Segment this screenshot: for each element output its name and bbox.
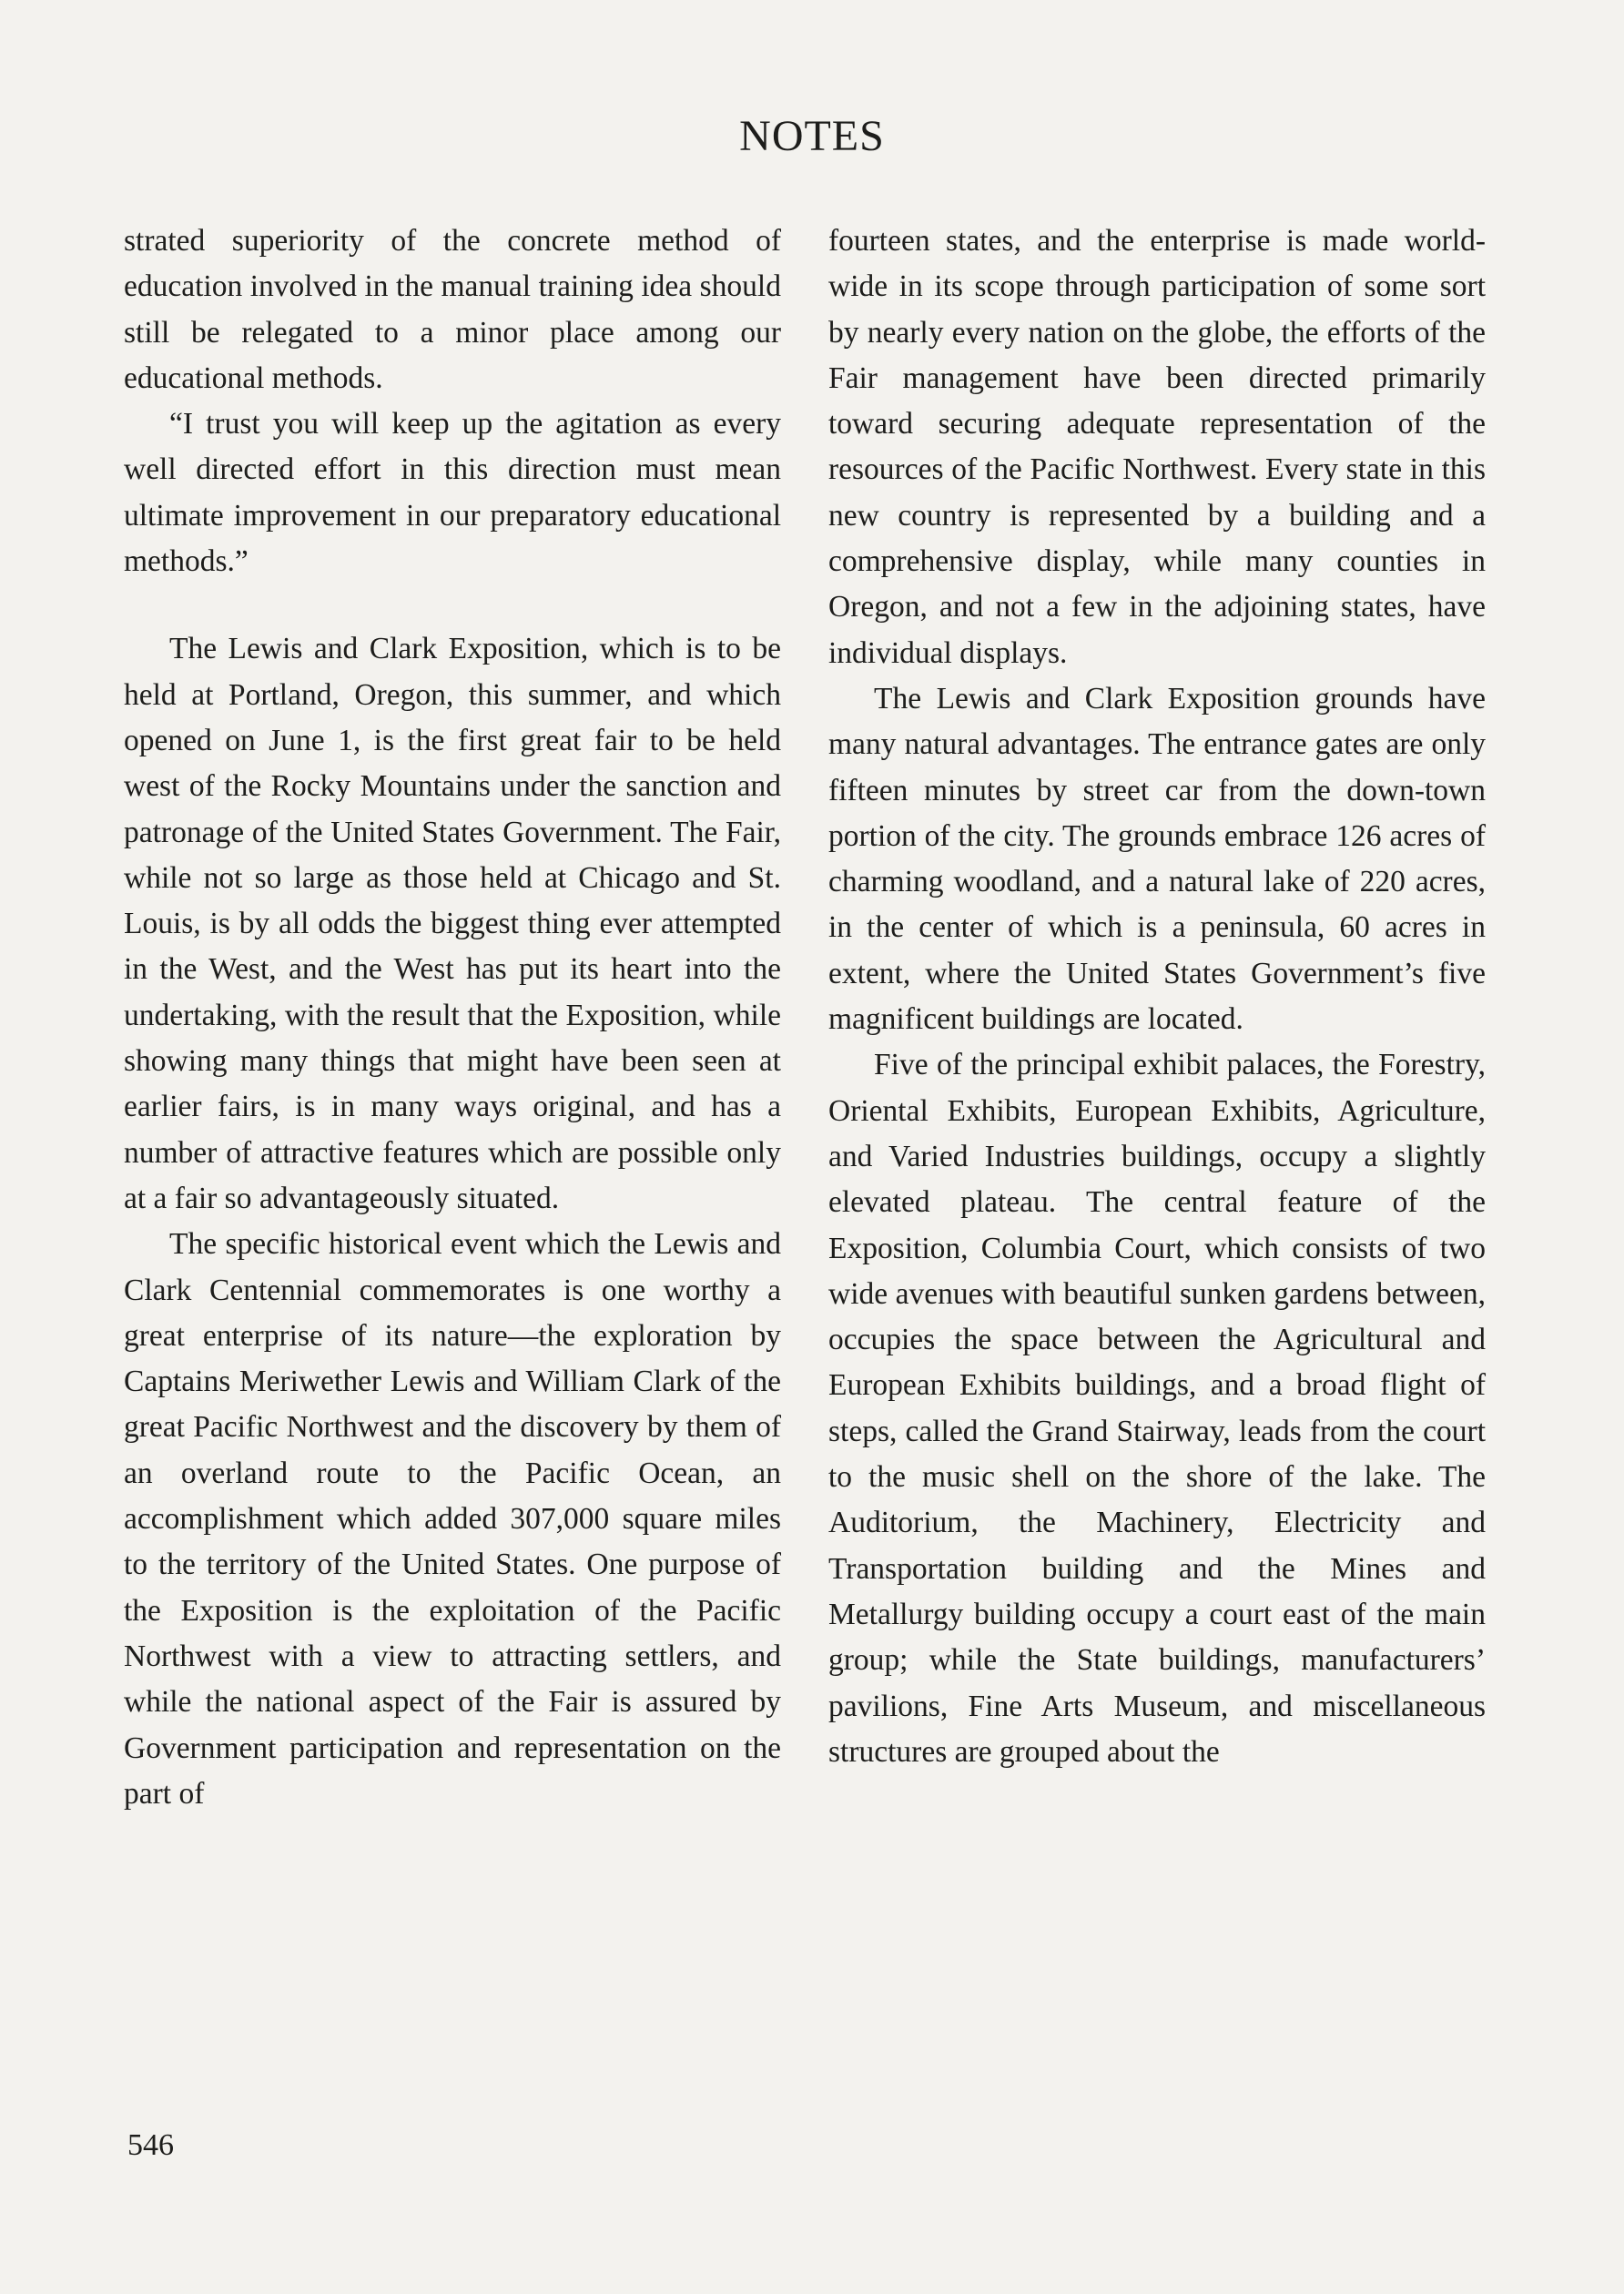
paragraph-historical-event: The specific historical event which the Lewis and Clark Centennial commemorates is one worthy a great enterprise of its nature—the exploration by Captains Meriwether Lewis and William Clark of the great Pacific Northwest and the discovery by them of an overland route to the Pacific Ocean, an accomplishment which added 307,000 square miles to the territory of the United States. One purpose of the Exposition is the exploitation of the Pacific Northwest with a view to attracting settlers, and while the national aspect of the Fair is assured by Government participation and representation on the part of — [124, 1227, 781, 1811]
paragraph-continuation-right: fourteen states, and the enterprise is made world-wide in its scope through participation of some sort by nearly every nation on the globe, the efforts of the Fair management have been directed primarily toward securing adequate representation of the resources of the Pacific Northwest. Every state in this new country is represented by a building and a comprehensive display, while many counties in Oregon, and not a few in the adjoining states, have individual displays. — [828, 224, 1486, 670]
page-number: 546 — [127, 2128, 174, 2162]
paragraph-continuation: strated superiority of the concrete method of education involved in the manual training idea should still be relegated to a minor place among our educational methods. — [124, 224, 781, 395]
paragraph-exhibit-palaces: Five of the principal exhibit palaces, the Forestry, Oriental Exhibits, European Exhibits, Agriculture, and Varied Industries buildings, occupy a slightly elevated plateau. The central feature of the Exposition, Columbia Court, which consists of two wide avenues with beautiful sunken gardens between, occupies the space between the Agricultural and European Exhibits buildings, and a broad flight of steps, called the Grand Stairway, leads from the court to the music shell on the shore of the lake. The Auditorium, the Machinery, Electricity and Transportation building and the Mines and Metallurgy building occupy a court east of the main group; while the State buildings, manufacturers’ pavilions, Fine Arts Museum, and miscellaneous structures are grouped about the — [828, 1048, 1486, 1769]
left-column — [124, 218, 781, 1817]
paragraph-grounds: The Lewis and Clark Exposition grounds have many natural advantages. The entrance gates are only fifteen minutes by street car from the down-town portion of the city. The grounds embrace 126 acres of charming woodland, and a natural lake of 220 acres, in the center of which is a peninsula, 60 acres in extent, where the United States Government’s five magnificent buildings are located. — [828, 681, 1486, 1037]
paragraph-exposition-intro: The Lewis and Clark Exposition, which is to be held at Portland, Oregon, this summer, and which opened on June 1, is the first great fair to be held west of the Rocky Mountains under the sanction and patronage of the United States Government. The Fair, while not so large as those held at Chicago and St. Louis, is by all odds the biggest thing ever attempted in the West, and the West has put its heart into the undertaking, with the result that the Exposition, while showing many things that might have been seen at earlier fairs, is in many ways original, and has a number of attractive features which are possible only at a fair so advantageously situated. — [124, 632, 781, 1215]
right-column — [828, 218, 1486, 1775]
paragraph-quote: “I trust you will keep up the agitation as every well directed effort in this direction must mean ultimate improvement in our preparatory educational methods.” — [124, 407, 781, 579]
page-title: NOTES — [739, 112, 885, 160]
